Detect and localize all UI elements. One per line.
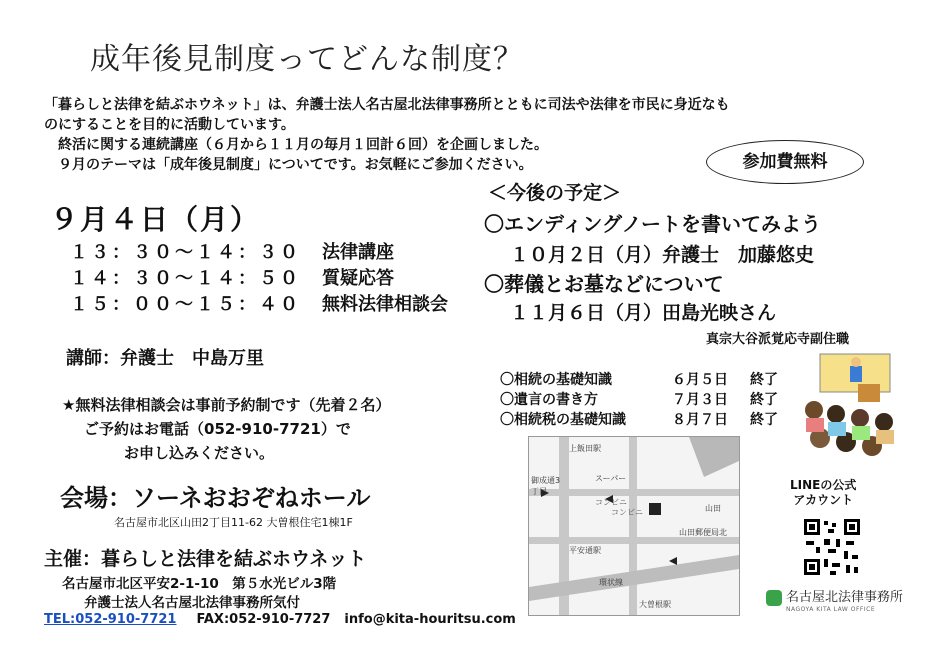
map-label: 大曽根駅: [639, 600, 671, 609]
map-label: コンビニ: [611, 508, 643, 517]
organizer-care-of: 弁護士法人名古屋北法律事務所気付: [84, 595, 300, 611]
line-label-1: LINEの公式: [790, 478, 857, 492]
line-qr-code[interactable]: [802, 517, 862, 577]
past-session-name: 〇相続税の基礎知識: [500, 412, 626, 428]
contact-line: [44, 612, 516, 627]
venue-marker-icon: [649, 503, 661, 515]
past-session-date: ７月３日: [672, 392, 728, 408]
upcoming-item-title: 〇葬儀とお墓などについて: [484, 272, 724, 296]
law-office-logo: [766, 586, 903, 613]
upcoming-heading: ＜今後の予定＞: [488, 182, 622, 204]
logo-mark-icon: [766, 590, 782, 606]
qr-code-icon: [802, 517, 862, 577]
schedule-row: [70, 264, 394, 290]
past-session-row: [500, 369, 778, 389]
past-session-row: [500, 389, 778, 409]
consult-note-3: お申し込みください。: [124, 444, 275, 462]
schedule-label: 法律講座: [322, 242, 394, 263]
intro-line-4: ９月のテーマは「成年後見制度」についてです。お気軽にご参加ください。: [58, 157, 533, 173]
schedule-label: 無料法律相談会: [322, 294, 448, 315]
intro-line-2: のにすることを目的に活動しています。: [44, 117, 295, 133]
schedule-row: [70, 290, 448, 316]
free-admission-badge: 参加費無料: [706, 140, 864, 184]
upcoming-speaker-note: 真宗大谷派覚応寺副住職: [706, 332, 850, 347]
map-label: 山田: [705, 504, 721, 513]
page-title: 成年後見制度ってどんな制度？: [90, 42, 524, 77]
map-road: [629, 437, 637, 615]
intro-line-1: 「暮らしと法律を結ぶホウネット」は、弁護士法人名古屋北法律事務所とともに司法や法律を市民に身近なも: [44, 97, 730, 113]
map-graphic: [529, 437, 739, 615]
map-label: 平安通駅: [569, 546, 601, 555]
past-session-status: 終了: [750, 392, 778, 408]
logo-subtitle: NAGOYA KITA LAW OFFICE: [786, 605, 876, 613]
past-session-status: 終了: [750, 412, 778, 428]
map-label: 御成通3丁目: [531, 476, 561, 496]
past-session-row: [500, 409, 778, 429]
venue-map: [528, 436, 740, 616]
venue-address: 名古屋市北区山田2丁目11-62 大曽根住宅1棟1F: [114, 516, 353, 529]
map-label: コンビニ: [595, 498, 627, 507]
logo-name: 名古屋北法律事務所: [786, 590, 904, 605]
seminar-illustration: [800, 352, 900, 466]
map-label: 環状線: [599, 578, 623, 587]
past-session-date: ８月７日: [672, 412, 728, 428]
upcoming-item-detail: １０月２日（月）弁護士 加藤悠史: [510, 244, 815, 266]
map-label: 上飯田駅: [569, 444, 601, 453]
past-session-name: 〇相続の基礎知識: [500, 372, 612, 388]
tel-link[interactable]: TEL:052-910-7721: [44, 612, 177, 627]
lecturer: 講師：弁護士 中島万里: [66, 348, 264, 369]
schedule-time: １４：３０～１４：５０: [70, 268, 301, 289]
schedule-time: １３：３０～１４：３０: [70, 242, 301, 263]
schedule-time: １５：００～１５：４０: [70, 294, 301, 315]
consult-note-2: ご予約はお電話（052-910-7721）で: [84, 420, 351, 438]
consult-note-1: ★無料法律相談会は事前予約制です（先着２名）: [62, 396, 391, 414]
map-label: スーパー: [595, 474, 627, 483]
organizer-address: 名古屋市北区平安2-1-10 第５水光ビル3階: [62, 576, 337, 592]
line-account-label: [790, 478, 856, 508]
past-session-name: 〇遺言の書き方: [500, 392, 598, 408]
schedule-label: 質疑応答: [322, 268, 394, 289]
upcoming-item-detail: １１月６日（月）田島光映さん: [510, 302, 777, 324]
fax-number: FAX:052-910-7727: [196, 612, 331, 627]
map-road: [529, 537, 739, 544]
event-date: ９月４日（月）: [50, 203, 261, 236]
organizer-name: 主催：暮らしと法律を結ぶホウネット: [44, 548, 367, 570]
schedule-row: [70, 238, 394, 264]
line-label-2: アカウント: [793, 493, 854, 507]
map-label: 山田郵便局北: [679, 528, 727, 537]
venue-name: 会場：ソーネおおぞねホール: [60, 484, 371, 512]
intro-line-3: 終活に関する連続講座（６月から１１月の毎月１回計６回）を企画しました。: [58, 137, 548, 153]
email-address[interactable]: info@kita-houritsu.com: [344, 612, 516, 627]
upcoming-item-title: 〇エンディングノートを書いてみよう: [484, 212, 821, 236]
past-session-status: 終了: [750, 372, 778, 388]
past-session-date: ６月５日: [672, 372, 728, 388]
